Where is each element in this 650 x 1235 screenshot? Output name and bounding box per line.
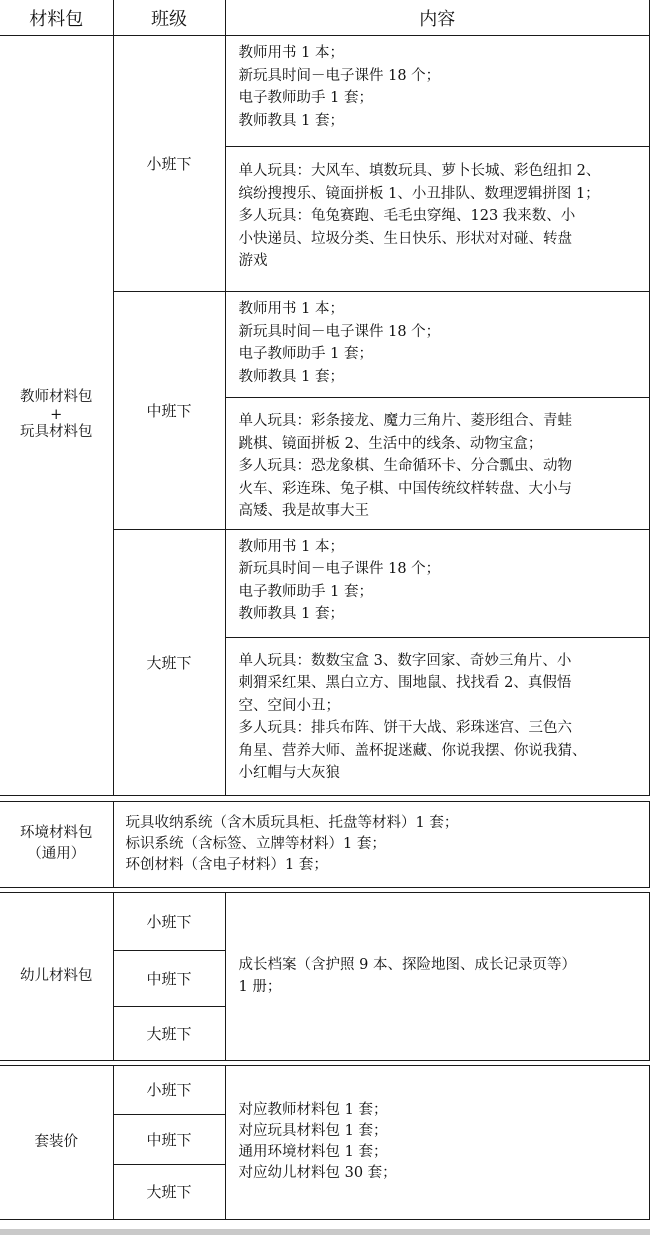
package-environment-label: 环境材料包 bbox=[20, 825, 93, 841]
class-small: 小班下 bbox=[113, 892, 225, 950]
content-line: 教师教具 1 套； bbox=[238, 112, 344, 129]
content-line: 新玩具时间－电子课件 18 个； bbox=[238, 323, 441, 340]
header-package: 材料包 bbox=[0, 0, 113, 36]
class-middle: 中班下 bbox=[113, 292, 225, 530]
content-line: 通用环境材料包 1 套； bbox=[238, 1144, 388, 1160]
content-line: 多人玩具：龟兔赛跑、毛毛虫穿绳、123 我来数、小 bbox=[238, 208, 576, 224]
package-teacher-label: 教师材料包 bbox=[20, 389, 93, 406]
content-line: 对应教师材料包 1 套； bbox=[238, 1102, 388, 1118]
content-line: 小快递员、垃圾分类、生日快乐、形状对对碰、转盘 bbox=[238, 230, 572, 247]
package-plus-sign: + bbox=[50, 407, 63, 424]
child-content bbox=[225, 892, 650, 1060]
content-line: 教师用书 1 本； bbox=[238, 301, 344, 317]
package-child: 幼儿材料包 bbox=[0, 892, 113, 1060]
header-content: 内容 bbox=[225, 0, 650, 36]
content-line: 电子教师助手 1 套； bbox=[238, 583, 373, 600]
content-line: 教师用书 1 本； bbox=[238, 45, 344, 61]
header-class: 班级 bbox=[113, 0, 225, 36]
row-small-teacher bbox=[0, 36, 650, 147]
content-line: 刺猬采红果、黑白立方、围地鼠、找找看 2、真假悟 bbox=[238, 675, 572, 691]
content-line: 游戏 bbox=[238, 253, 268, 269]
toy-content-large bbox=[225, 637, 650, 795]
content-line: 电子教师助手 1 套； bbox=[238, 90, 373, 106]
content-line: 小红帽与大灰狼 bbox=[238, 765, 340, 781]
content-line: 教师教具 1 套； bbox=[238, 606, 344, 622]
header-row bbox=[0, 0, 650, 36]
content-line: 高矮、我是故事大王 bbox=[238, 503, 369, 519]
content-line: 缤纷搜搜乐、镜面拼板 1、小丑排队、数理逻辑拼图 1； bbox=[238, 185, 600, 202]
content-line: 多人玩具：恐龙象棋、生命循环卡、分合瓢虫、动物 bbox=[238, 458, 572, 474]
class-small: 小班下 bbox=[113, 36, 225, 292]
environment-content bbox=[113, 801, 650, 887]
content-line: 教师用书 1 本； bbox=[238, 538, 344, 555]
content-line: 单人玩具：大风车、填数玩具、萝卜长城、彩色纽扣 2、 bbox=[238, 163, 601, 179]
package-environment-note: （通用） bbox=[27, 846, 86, 862]
package-set-price: 套装价 bbox=[0, 1065, 113, 1219]
page-bottom-edge bbox=[0, 1229, 650, 1235]
content-line: 新玩具时间－电子课件 18 个； bbox=[238, 561, 441, 577]
class-middle: 中班下 bbox=[113, 950, 225, 1006]
toy-content-small bbox=[225, 147, 650, 292]
class-middle: 中班下 bbox=[113, 1114, 225, 1164]
package-environment bbox=[0, 801, 113, 887]
content-line: 空、空间小丑； bbox=[238, 697, 340, 714]
content-line: 单人玩具：数数宝盒 3、数字回家、奇妙三角片、小 bbox=[238, 652, 572, 669]
class-large: 大班下 bbox=[113, 1164, 225, 1219]
content-line: 环创材料（含电子材料）1 套； bbox=[125, 856, 328, 873]
content-line: 对应玩具材料包 1 套； bbox=[238, 1123, 388, 1139]
content-line: 多人玩具：排兵布阵、饼干大战、彩珠迷宫、三色六 bbox=[238, 720, 572, 736]
row-child-small bbox=[0, 892, 650, 950]
content-line: 跳棋、镜面拼板 2、生活中的线条、动物宝盒； bbox=[238, 435, 543, 452]
row-price-small bbox=[0, 1065, 650, 1114]
teacher-content-small bbox=[225, 36, 650, 147]
class-small: 小班下 bbox=[113, 1065, 225, 1114]
package-toy-label: 玩具材料包 bbox=[20, 424, 93, 441]
content-line: 火车、彩连珠、兔子棋、中国传统纹样转盘、大小与 bbox=[238, 480, 572, 497]
teacher-content-large bbox=[225, 529, 650, 637]
content-line: 电子教师助手 1 套； bbox=[238, 346, 373, 362]
row-environment bbox=[0, 801, 650, 887]
class-large: 大班下 bbox=[113, 529, 225, 795]
content-line: 单人玩具：彩条接龙、魔力三角片、菱形组合、青蛙 bbox=[238, 413, 572, 429]
package-teacher-toy bbox=[0, 36, 113, 796]
class-large: 大班下 bbox=[113, 1006, 225, 1060]
content-line: 新玩具时间－电子课件 18 个； bbox=[238, 67, 441, 84]
content-line: 标识系统（含标签、立牌等材料）1 套； bbox=[125, 835, 386, 852]
set-price-content bbox=[225, 1065, 650, 1219]
teacher-content-middle bbox=[225, 292, 650, 398]
content-line: 玩具收纳系统（含木质玩具柜、托盘等材料）1 套； bbox=[125, 814, 459, 831]
content-line: 成长档案（含护照 9 本、探险地图、成长记录页等） bbox=[238, 957, 576, 973]
content-line: 对应幼儿材料包 30 套； bbox=[238, 1165, 397, 1181]
content-line: 角星、营养大师、盖杯捉迷藏、你说我摆、你说我猜、 bbox=[238, 742, 587, 759]
content-line: 1 册； bbox=[238, 979, 282, 995]
toy-content-middle bbox=[225, 398, 650, 530]
content-line: 教师教具 1 套； bbox=[238, 368, 344, 385]
